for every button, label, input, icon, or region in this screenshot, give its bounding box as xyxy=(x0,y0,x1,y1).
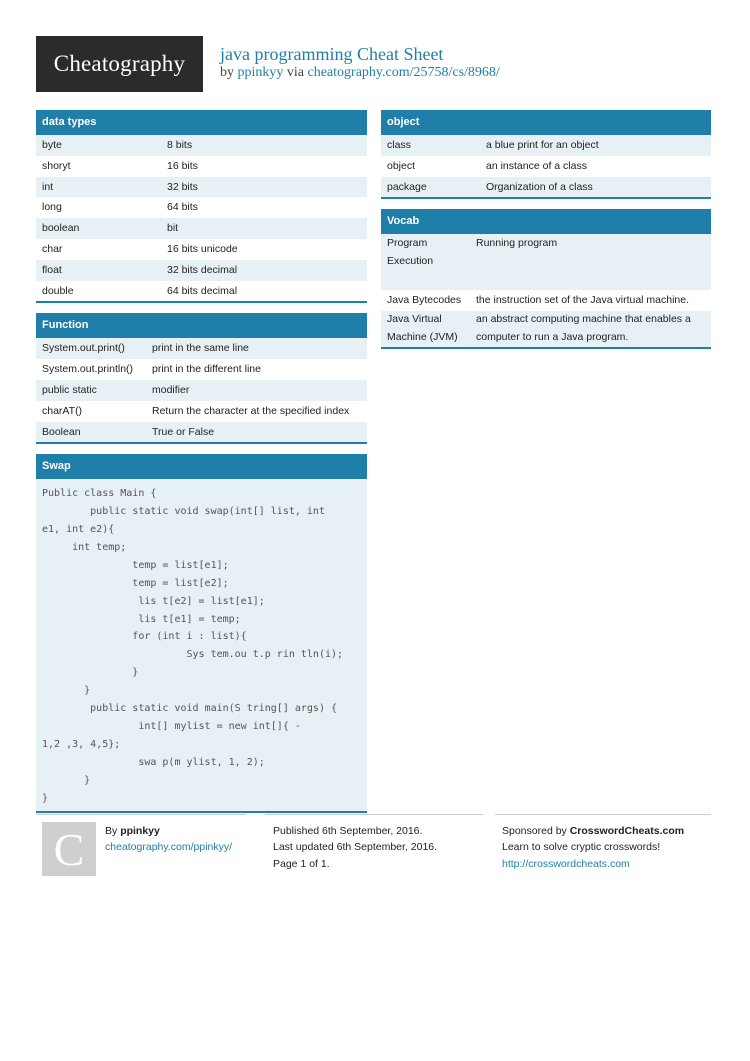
logo-text: Cheatography xyxy=(53,51,186,76)
data-types-table xyxy=(36,135,367,301)
footer-author-block xyxy=(105,823,232,856)
via-word: via xyxy=(286,65,304,80)
row-value: a blue print for an object xyxy=(486,139,599,151)
row-value: Running program xyxy=(476,237,558,250)
code-line: lis t[e1] = temp; xyxy=(42,613,241,625)
section-object xyxy=(381,110,711,199)
row-value: 8 bits xyxy=(167,139,193,151)
footer-author-link[interactable]: cheatography.com/ppinkyy/ xyxy=(105,841,233,854)
section-swap xyxy=(36,454,367,813)
section-vocab xyxy=(381,209,711,349)
footer-dates-block xyxy=(273,823,437,872)
row-key: long xyxy=(42,201,62,214)
right-column xyxy=(381,110,711,359)
table-row xyxy=(381,311,711,347)
row-key: boolean xyxy=(42,222,80,235)
table-row xyxy=(36,359,367,380)
row-key: double xyxy=(42,284,74,297)
row-value: 32 bits xyxy=(167,180,198,193)
avatar-letter: C xyxy=(53,823,85,875)
row-key-line: Java Virtual xyxy=(387,313,442,326)
sponsor-prefix: Sponsored by xyxy=(502,825,567,837)
table-row xyxy=(36,239,367,260)
function-table xyxy=(36,338,367,442)
row-key-line: Machine (JVM) xyxy=(387,330,458,343)
code-line: } xyxy=(42,667,139,679)
row-value: bit xyxy=(167,222,179,235)
code-line: for (int i : list){ xyxy=(42,631,247,643)
vocab-table xyxy=(381,234,711,347)
row-value: 64 bits xyxy=(167,201,198,214)
row-value: print in the different line xyxy=(152,363,261,376)
by-word: by xyxy=(220,65,234,80)
code-line: public static void swap(int[] list, int xyxy=(42,506,325,518)
footer-by-word: By xyxy=(105,825,118,837)
row-value-line: computer to run a Java program. xyxy=(476,330,629,343)
table-row xyxy=(381,177,711,198)
code-line: } xyxy=(42,685,91,697)
section-function xyxy=(36,313,367,444)
cheatography-logo[interactable] xyxy=(36,36,203,92)
code-line: e1, int e2){ xyxy=(42,524,115,536)
left-column xyxy=(36,110,367,823)
row-value: an instance of a class xyxy=(486,159,587,172)
table-row xyxy=(36,401,367,422)
sponsor-tagline: Learn to solve cryptic crosswords! xyxy=(502,841,661,854)
page-number: Page 1 of 1. xyxy=(273,857,330,870)
code-line: swa p(m ylist, 1, 2); xyxy=(42,756,265,768)
row-value: 64 bits decimal xyxy=(167,284,238,297)
row-key: System.out.print() xyxy=(42,342,125,355)
row-value-line: an abstract computing machine that enables a xyxy=(476,313,691,326)
code-line: Public class Main { xyxy=(42,488,157,500)
row-key: class xyxy=(387,139,411,151)
code-line: } xyxy=(42,774,91,786)
table-row xyxy=(381,234,711,290)
row-value: the instruction set of the Java virtual machine. xyxy=(476,294,690,307)
row-key xyxy=(387,235,476,290)
row-value: 16 bits unicode xyxy=(167,242,238,255)
table-row xyxy=(36,338,367,359)
updated-date: Last updated 6th September, 2016. xyxy=(273,841,438,854)
table-row xyxy=(36,218,367,239)
code-line: Sys tem.ou t.p rin tln(i); xyxy=(42,649,344,661)
row-key: shoryt xyxy=(42,159,71,172)
section-heading: object xyxy=(381,110,711,135)
row-key: char xyxy=(42,242,63,255)
published-date: Published 6th September, 2016. xyxy=(273,825,423,837)
code-line: } xyxy=(42,792,49,804)
row-value xyxy=(476,311,711,347)
footer-divider xyxy=(495,814,711,815)
footer-sponsor-block xyxy=(502,823,684,872)
row-value: Return the character at the specified index xyxy=(152,404,350,417)
row-key: package xyxy=(387,180,427,193)
row-key: object xyxy=(387,159,416,172)
row-key-line: Program xyxy=(387,237,428,250)
code-line: temp = list[e1]; xyxy=(42,559,229,571)
code-line: int[] mylist = new int[]{ - xyxy=(42,720,301,732)
table-row xyxy=(36,281,367,302)
sponsor-name: CrosswordCheats.com xyxy=(569,825,685,837)
row-key: Java Bytecodes xyxy=(387,294,462,307)
code-line: temp = list[e2]; xyxy=(42,577,229,589)
author-link[interactable]: ppinkyy xyxy=(237,65,284,80)
section-heading: data types xyxy=(36,110,367,135)
table-row xyxy=(36,197,367,218)
table-row xyxy=(381,156,711,177)
row-key: int xyxy=(42,180,54,193)
row-key: public static xyxy=(42,383,97,396)
row-value: print in the same line xyxy=(152,342,249,355)
table-row xyxy=(381,135,711,156)
code-line: public static void main(S tring[] args) { xyxy=(42,703,338,715)
row-value: 16 bits xyxy=(167,159,198,172)
table-row xyxy=(36,135,367,156)
row-value: modifier xyxy=(152,383,190,396)
footer-author-name: ppinkyy xyxy=(120,825,160,837)
footer-divider xyxy=(265,814,483,815)
author-avatar[interactable] xyxy=(42,822,96,876)
table-row xyxy=(36,260,367,281)
object-table xyxy=(381,135,711,197)
row-value: Organization of a class xyxy=(486,180,593,193)
sheet-byline xyxy=(220,65,500,81)
row-key: Boolean xyxy=(42,425,81,438)
row-key: byte xyxy=(42,139,62,151)
row-key: charAT() xyxy=(42,404,83,417)
code-line: lis t[e2] = list[e1]; xyxy=(42,595,265,607)
code-block xyxy=(36,479,367,811)
section-heading: Vocab xyxy=(381,209,711,234)
row-key: float xyxy=(42,263,62,276)
row-key xyxy=(387,311,476,347)
section-heading: Function xyxy=(36,313,367,338)
section-heading: Swap xyxy=(36,454,367,479)
code-line: 1,2 ,3, 4,5}; xyxy=(42,738,121,750)
table-row xyxy=(36,422,367,443)
table-row xyxy=(381,290,711,311)
sponsor-link[interactable]: http://crosswordcheats.com xyxy=(502,857,630,870)
footer-divider xyxy=(36,814,246,815)
section-data-types xyxy=(36,110,367,303)
code-line: int temp; xyxy=(42,542,127,554)
sheet-url-link[interactable]: cheatography.com/25758/cs/8968/ xyxy=(307,65,500,80)
sheet-title: java programming Cheat Sheet xyxy=(220,44,444,64)
table-row xyxy=(36,156,367,177)
table-row xyxy=(36,177,367,198)
row-key-line: Execution xyxy=(387,254,434,267)
table-row xyxy=(36,380,367,401)
row-value: True or False xyxy=(152,425,215,438)
row-value: 32 bits decimal xyxy=(167,263,238,276)
row-key: System.out.println() xyxy=(42,363,134,376)
